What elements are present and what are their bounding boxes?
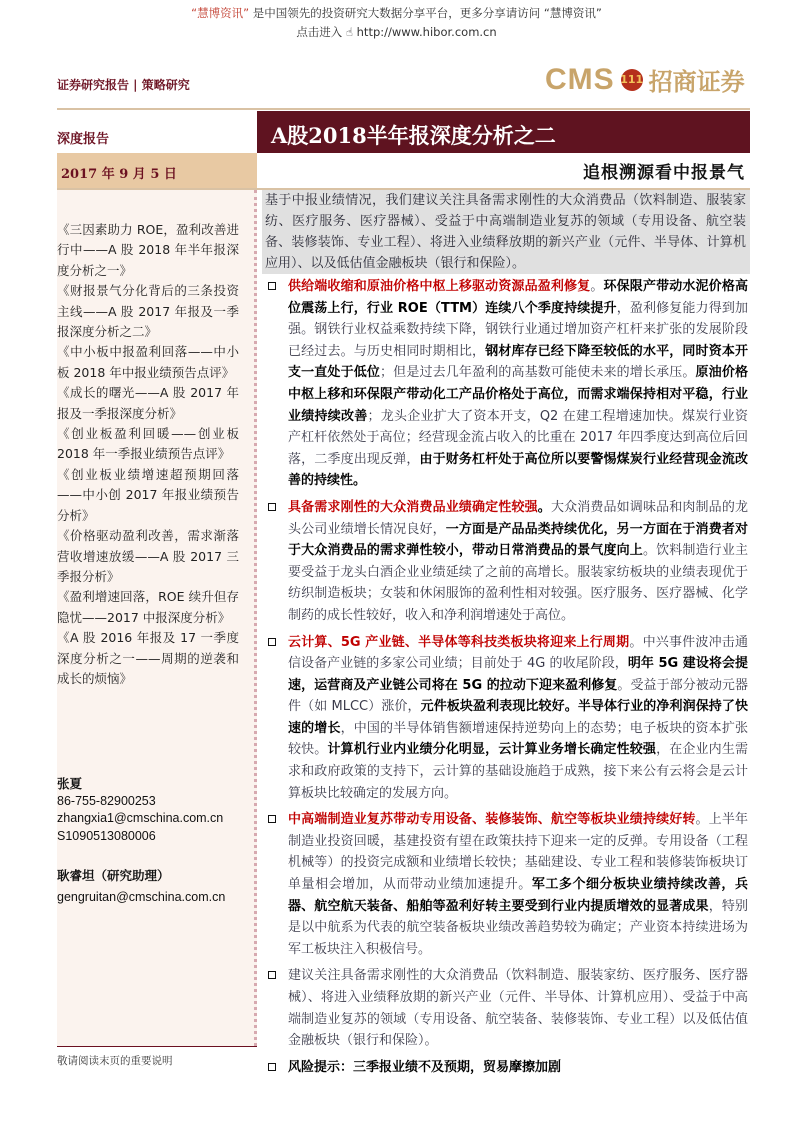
promo-link-row (0, 24, 793, 40)
summary-box: 基于中报业绩情况，我们建议关注具备需求刚性的大众消费品（饮料制造、服装家纺、医疗服务、医疗器械）、受益于中高端制造业复苏的领域（专用设备、航空装备、装修装饰、专业工程）、将进入业绩释放期的新兴产业（元件、半导体、计算机应用）、以及低估值金融板块（银行和保险）。 (262, 190, 750, 274)
checkbox-bullet-icon (268, 971, 276, 979)
related-report-link[interactable]: 《中小板中报盈利回落——中小板 2018 年中报业绩预告点评》 (57, 344, 239, 380)
bullet-point (264, 965, 748, 1051)
promo-brand-name[interactable]: 慧博资讯 (197, 6, 244, 20)
related-report-link[interactable]: 《创业板盈利回暖——创业板 2018 年一季报业绩预告点评》 (57, 426, 239, 462)
report-title: A股2018半年报深度分析之二 (257, 111, 750, 153)
logo-cms-text: CMS (545, 62, 615, 96)
body-text: ；龙头企业扩大了资本开支，Q2 在建工程增速加快。煤炭行业资产杠杆依然处于高位；经营现金流占收入的比重在 2017 年四季度达到高位后回落，二季度出现反弹， (288, 408, 748, 467)
body-text: 。饮料制造行业主要受益于龙头白酒企业业绩延续了之前的高增长。服装家纺板块的业绩表现优于纺织制造板块；女装和休闲服饰的盈利性相对较强。医疗服务、医疗器械、化学制药的成长性较好，收入和净利润增速处于高位。 (288, 543, 748, 623)
body-text: 。受益于部分被动元器件（如 MLCC）涨价， (288, 677, 748, 715)
body-text: ，盈利修复能力得到加强。钢铁行业权益乘数持续下降，钢铁行业通过增加资产杠杆来扩张的发展阶段已经过去。与历史相同时期相比， (288, 300, 748, 359)
checkbox-bullet-icon (268, 1063, 276, 1071)
bullet-point (264, 632, 748, 805)
body-text: 建议关注具备需求刚性的大众消费品（饮料制造、服装家纺、医疗服务、医疗器械）、将进入业绩释放期的新兴产业（元件、半导体、计算机应用）、受益于中高端制造业复苏的领域（专用设备、航空装备、装修装饰、专业工程）以及低估值金融板块（银行和保险）。 (288, 968, 748, 1049)
related-report-link[interactable]: 《盈利增速回落，ROE 续升但存隐忧——2017 中报深度分析》 (57, 589, 239, 625)
author-email[interactable]: gengruitan@cmschina.com.cn (57, 889, 226, 904)
body-text: 。上半年制造业投资回暖，基建投资有望在政策扶持下迎来一定的反弹。专用设备（工程机械等）的投资完成额和业绩增长较快；基础建设、专业工程和装修装饰板块订单量相会增加，从而带动业绩加速提升。 (288, 812, 748, 893)
bullet-heading: 具备需求刚性的大众消费品业绩确定性较强 (288, 499, 538, 515)
related-report-link[interactable]: 《三因素助力 ROE，盈利改善进行中——A 股 2018 年半年报深度分析之一》 (57, 222, 239, 278)
related-report-link[interactable]: 《A 股 2016 年报及 17 一季度深度分析之一——周期的逆袭和成长的烦恼》 (57, 630, 239, 686)
promo-url-link[interactable]: http://www.hibor.com.cn (356, 25, 497, 39)
checkbox-bullet-icon (268, 503, 276, 511)
author-name: 张夏 (57, 776, 83, 791)
bullet-heading: 云计算、5G 产业链、半导体等科技类板块将迎来上行周期 (288, 634, 630, 650)
author-name: 耿睿坦（研究助理） (57, 868, 170, 883)
related-report-link[interactable]: 《价格驱动盈利改善，需求渐落营收增速放缓——A 股 2017 三季报分析》 (57, 528, 239, 584)
bullet-heading: 供给端收缩和原油价格中枢上移驱动资源品盈利修复 (288, 279, 591, 294)
author-phone: 86-755-82900253 (57, 793, 156, 808)
bold-text: 元件板块盈利表现比较好。半导体行业的净利润保持了快速的增长 (288, 699, 748, 736)
bold-text: 一方面是产品品类持续优化，另一方面在于消费者对于大众消费品的需求弹性较小，带动日常消费品的景气度向上 (288, 521, 748, 559)
bold-text: 计算机行业内业绩分化明显，云计算业务增长确定性较强 (327, 742, 657, 758)
body-text: ，特别是以中航系为代表的航空装备板块业绩改善趋势较为确定；产业资本持续进场为军工板块注入积极信号。 (288, 898, 748, 957)
header-divider (57, 108, 750, 110)
bold-text: 风险提示：三季报业绩不及预期，贸易摩擦加剧 (288, 1059, 562, 1075)
promo-text: 是中国领先的投资研究大数据分享平台，更多分享请访问 “慧博资讯” (252, 6, 602, 20)
report-category: 证券研究报告 | 策略研究 (57, 78, 190, 92)
promo-banner (0, 5, 793, 21)
body-text: 。中兴事件波冲击通信设备产业链的多家公司业绩；目前处于 4G 的收尾阶段， (288, 634, 748, 672)
promo-quote-close: ” (243, 6, 250, 20)
checkbox-bullet-icon (268, 815, 276, 823)
bold-text: 钢材库存已经下降至较低的水平，同时资本开支一直处于低位 (288, 343, 748, 381)
bullet-point (264, 497, 748, 627)
logo-coin-icon: 111 (621, 69, 643, 91)
body-text: 。 (590, 279, 604, 294)
related-report-link[interactable]: 《成长的曙光——A 股 2017 年报及一季报深度分析》 (57, 385, 239, 421)
related-report-link[interactable]: 《创业板业绩增速超预期回落——中小创 2017 年报业绩预告分析》 (57, 466, 239, 523)
related-reports (57, 220, 239, 689)
promo-quote-open: “ (191, 6, 198, 20)
footer-divider (57, 1046, 257, 1047)
hand-pointer-icon: ☝ (345, 25, 353, 39)
bullet-point (264, 276, 748, 492)
author-license: S1090513080006 (57, 828, 156, 843)
body-text: ，在企业内生需求和政府政策的支持下，云计算的基础设施趋于成熟，接下来公有云将会是云计算板块比较确定的发展方向。 (288, 742, 748, 801)
bullet-point (264, 809, 748, 960)
bold-text: 军工多个细分板块业绩持续改善，兵器、航空航天装备、船舶等盈利好转主要受到行业内提质增效的显著成果 (288, 877, 748, 914)
bullet-point (264, 1057, 748, 1079)
bold-text: 明年 5G 建设将会提速，运营商及产业链公司将在 5G 的拉动下迎来盈利修复 (288, 656, 748, 693)
checkbox-bullet-icon (268, 638, 276, 646)
company-logo (545, 62, 745, 97)
bold-text: 原油价格中枢上移和环保限产带动化工产品价格处于高位，而需求端保持相对平稳，行业业绩持续改善 (288, 365, 748, 424)
bullet-heading: 中高端制造业复苏带动专用设备、装修装饰、航空等板块业绩持续好转 (288, 812, 696, 828)
author-email[interactable]: zhangxia1@cmschina.com.cn (57, 811, 224, 825)
report-subtitle: 追根溯源看中报景气 (583, 163, 745, 183)
related-report-link[interactable]: 《财报景气分化背后的三条投资主线——A 股 2017 年报及一季报深度分析之二》 (57, 283, 239, 340)
logo-cn-text: 招商证券 (648, 67, 745, 96)
bold-text: 由于财务杠杆处于高位所以要警惕煤炭行业经营现金流改善的持续性。 (288, 451, 748, 489)
authors (57, 775, 253, 906)
report-type: 深度报告 (57, 132, 110, 147)
report-date: 2017 年 9 月 5 日 (57, 153, 257, 188)
body-text: ；但是过去几年盈利的高基数可能使未来的增长承压。 (380, 365, 696, 381)
bold-text: 。 (537, 499, 551, 515)
promo-enter-label: 点击进入 (296, 25, 343, 39)
body-text: 大众消费品如调味品和肉制品的龙头公司业绩增长情况良好， (288, 499, 748, 537)
footer-note: 敬请阅读末页的重要说明 (57, 1055, 173, 1067)
key-points (264, 276, 748, 1083)
sidebar (57, 190, 257, 1046)
body-text: ，中国的半导体销售额增速保持逆势向上的态势；电子板块的资本扩张较快。 (288, 720, 748, 758)
checkbox-bullet-icon (268, 282, 276, 290)
bold-text: 环保限产带动水泥价格高位震荡上行，行业 ROE（TTM）连续八个季度持续提升 (288, 279, 748, 316)
